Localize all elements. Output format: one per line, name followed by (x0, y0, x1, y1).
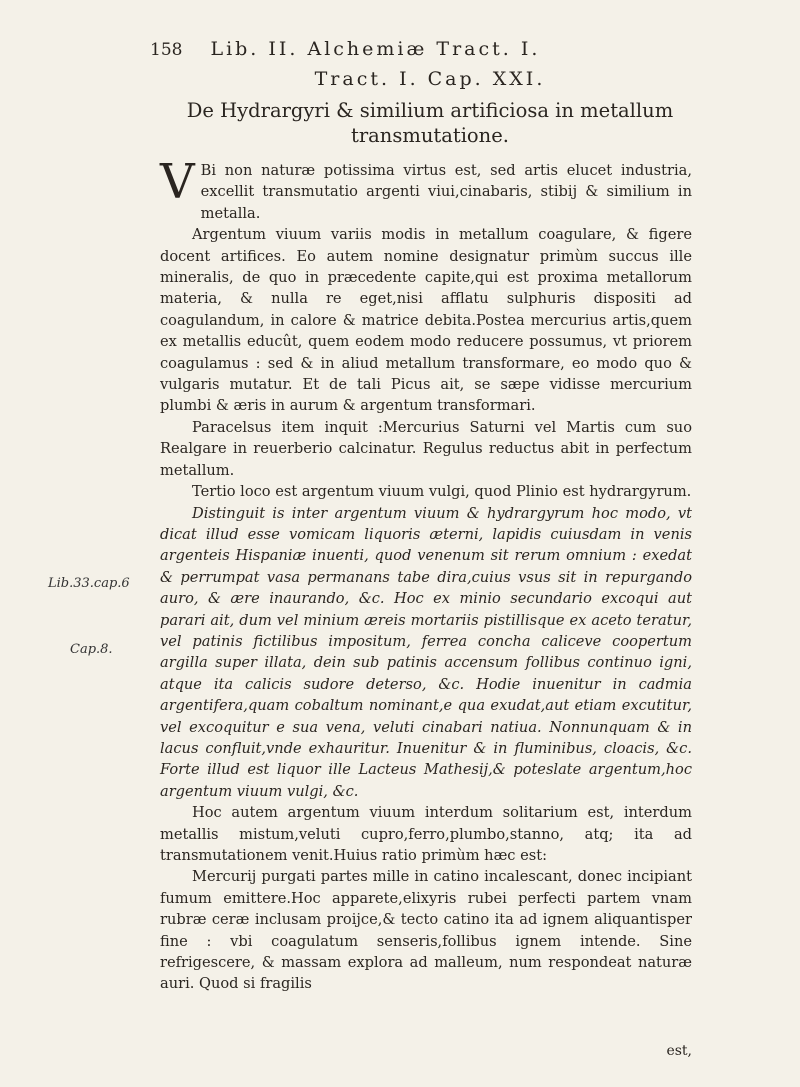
paragraph (160, 154, 692, 224)
paragraph: Mercurij purgati partes mille in catino incalescant, donec incipiant fumum emittere.Hoc apparete,elixyris rubei perfecti partem vnam rubræ ceræ inclusam proijce,& tecto catino ita ad ignem aliquantisper fine : vbi coagulatum senseris,follibus ignem intende. Sine refrigescere, & massam explora ad malleum, num respondeat naturæ auri. Quod si fragilis (160, 868, 692, 993)
chapter-title-line: De Hydrargyri & similium artificiosa in metallum (186, 99, 674, 122)
paragraph-text: Bi non naturæ potissima virtus est, sed artis elucet industria, excellit transmutatio argenti viui,cinabaris, stibij & similium in metalla. (200, 162, 692, 222)
margin-note-reference: Cap.8. (70, 642, 113, 657)
chapter-title (150, 98, 710, 148)
paragraph: Paracelsus item inquit :Mercurius Saturni vel Martis cum suo Realgare in reuerberio calcinatur. Regulus reductus abit in perfectum metallum. (160, 418, 692, 479)
quoted-paragraph: Distinguit is inter argentum viuum & hydrargyrum hoc modo, vt dicat illud esse vomicam liquoris æterni, lapidis cuiusdam in venis argenteis Hispaniæ inuenti, quod venenum sit rerum omnium : exedat & perrumpat vasa permanans tabe dira,cuius vsus sit in repurgando auro, & ære inaurando, &c. Hoc ex minio secundario excoqui aut parari ait, dum vel minium æreis mortariis pistillisque ex aceto teratur, vel patinis fictilibus impositum, ferrea concha caliceve coopertum argilla super illata, dein sub patinis accensum follibus continuo igni, atque ita calicis sudore deterso, &c. Hodie inuenitur in cadmia argentifera,quam cobaltum nominant,e qua exudat,aut etiam excutitur, vel excoquitur e sua vena, veluti cinabari natiua. Nonnunquam & in lacus confluit,vnde exhauritur. Inuenitur & in fluminibus, cloacis, &c. Forte illud est liquor ille Lacteus Mathesij,& poteslate argentum,hoc argentum viuum vulgi, &c. (160, 504, 692, 800)
catchword: est, (666, 1043, 692, 1059)
paragraph: Hoc autem argentum viuum interdum solitarium est, interdum metallis mistum,veluti cupro,ferro,plumbo,stanno, atq; ita ad transmutationem venit.Huius ratio primùm hæc est: (160, 804, 692, 864)
body-text (160, 154, 692, 995)
paragraph: Argentum viuum variis modis in metallum coagulare, & figere docent artifices. Eo autem nomine designatur primùm succus ille mineralis, de quo in præcedente capite,qui est proxima metallorum materia, & nulla re eget,nisi afflatu sulphuris dispositi ad coagulandum, in calore & matrice debita.Postea mercurius artis,quem ex metallis educût, quem eodem modo reducere possumus, vt priorem coagulamus : sed & in aliud metallum transformare, eo modo quo & vulgaris mutatur. Et de tali Picus ait, se sæpe vidisse mercurium plumbi & æris in aurum & argentum transformari. (160, 226, 692, 415)
running-header (150, 38, 690, 60)
drop-capital: V (160, 154, 195, 210)
running-title: Lib. II. Alchemiæ Tract. I. (210, 38, 541, 60)
margin-note-reference: Lib.33.cap.6 (48, 576, 130, 591)
page-number: 158 (150, 40, 183, 60)
chapter-heading: Tract. I. Cap. XXI. (314, 68, 546, 90)
chapter-title-line: transmutatione. (351, 124, 509, 147)
paragraph: Tertio loco est argentum viuum vulgi, quod Plinio est hydrargyrum. (192, 483, 692, 501)
